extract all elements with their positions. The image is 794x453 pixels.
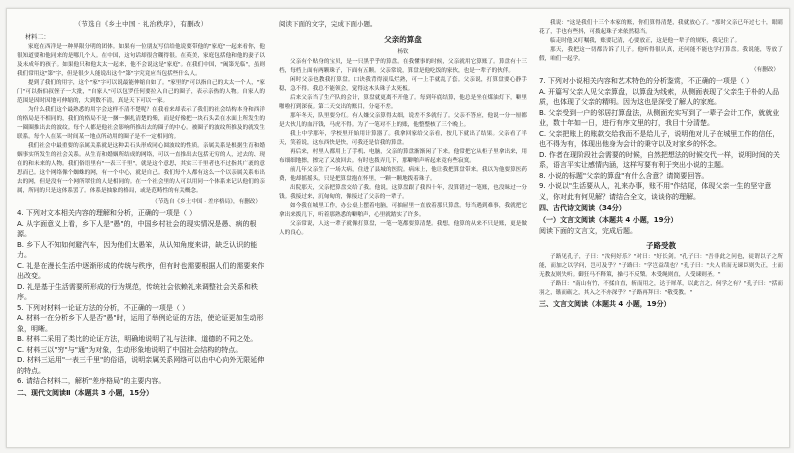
paragraph: 我说："这是我们十三个本家的账，你们算得清楚，我就放心了。"那时父亲已年过七十，眼睛花了，手也有些抖，可拨起珠子来依然稳当。 xyxy=(539,20,783,35)
subsection-heading: （一）文言文阅读（本题共 4 小题，19分） xyxy=(539,215,678,224)
column-middle xyxy=(279,19,527,439)
option: B. 乡下人不知如何避汽车，因为他们太愚笨，从认知角度来讲，缺乏认识的能力。 xyxy=(17,240,258,259)
option: C. 礼是在漫长生活中逐渐形成的传统与秩序，但有时也需要根据人们的需要来作出改变。 xyxy=(17,261,265,280)
option: B. 材料二采用了类比的论证方法，明确地说明了礼与法律、道德的不同之处。 xyxy=(17,335,258,343)
paragraph: 如今我在城里工作，办公桌上摆着电脑，可抽屉里一直放着那只算盘。每当遇到难事，我就把它拿出来拨几下，听着那熟悉的噼啪声，心里就踏实了许多。 xyxy=(279,203,527,218)
option: C. 父亲把账上的账款交给我而不是给儿子，说明他对儿子在城里工作的信任，也不得为有，体现出他身为会计的秉守以及对家乡的怀念。 xyxy=(539,129,780,148)
source-note: （节选自《乡土中国 · 差序格局》，有删改） xyxy=(152,199,261,205)
story-title: 父亲的算盘 xyxy=(384,35,422,44)
material-label: 材料二： xyxy=(25,34,50,41)
option: D. 材料三运用"一表三千里"的俗语，说明亲属关系网络可以由中心向外无限延伸的特点。 xyxy=(17,356,265,375)
paragraph: 后来父亲当了生产队的会计，算盘就更离不开他了。每到年底结算，他总是坐在煤油灯下，噼里啪啦打到深夜。第二天交出的账目，分毫不差。 xyxy=(279,95,527,110)
paragraph: 再后来，村里人都用上了手机、电脑，父亲的算盘渐渐闲了下来。他常把它从柜子里拿出来，用布细细地擦，擦完了又放回去。有时也拨弄几下，那噼啪声听起来竟有些寂寞。 xyxy=(279,149,527,164)
paragraph: 那年冬天，队里要分红。有人嫌父亲算得太细，说差不多就行了。父亲不答应，他说一分一厘都是大伙儿的血汗钱，马虎不得。为了一笔对不上的账，他整整核了三个晚上。 xyxy=(279,113,527,128)
paragraph: 我们社会中最重要的亲属关系就是这种丢石头形成同心圆波纹的性质。亲属关系是根据生育和婚姻事实所发生的社会关系。从生育和婚姻所结成的网络，可以一直推出去包括无穷的人，过去的、现在的和未来的人物。我们俗语里有"一表三千里"，就是这个意思，其实三千里者也不过指其广袤的意思而已。这个网络像个蜘蛛的网，有一个中心，就是自己。我们每个人都有这么一个以亲属关系布出去的网，但是没有一个网所罩住的人是相同的。在一个社会里的人可以用同一个体系来记认他们的亲属，所同的只是这体系罢了。体系是抽象的格局，或是范畴性的有关概念。 xyxy=(17,143,265,194)
option: A. 材料一在分析乡下人是否"愚"时，运用了举例论证的方法，使论证更加生动形象，明晰。 xyxy=(17,314,264,333)
option: D. 作者在现阶段社会需要的时候，自然把想法的时候交代一样，说明时间的关系，语言平实让感情内涵，这样写要有利于突出小说的主题。 xyxy=(539,150,780,169)
option: B. 父亲受到一户的邻居打算盘法，从侧面充实写到了一辈子会计工作，就就业业，数十年如一日，进行有序文里的打，我目十分清楚。 xyxy=(539,108,780,127)
section-heading: 二、现代文阅读Ⅱ（本题共 3 小题，15分） xyxy=(17,388,154,397)
reading-instruction: 阅读下面的文言文，完成后题。 xyxy=(539,227,637,235)
paragraph: 闲时父亲也教我打算盘。口诀我背得滚瓜烂熟，可一上手就乱了套。父亲说，打算盘要心静手稳，急不得。我总不能领会，觉得这木头珠子太死板。 xyxy=(279,77,527,92)
column-left xyxy=(17,19,265,439)
section-heading: 四、古代诗文阅读（34分） xyxy=(539,204,626,212)
question-stem: 7. 下列对小说相关内容和艺术特色的分析鉴赏，不正确的一项是（ ） xyxy=(539,77,754,85)
paragraph: 前几年父亲生了一场大病，住进了县城的医院。病床上，他让我把算盘带来。我以为他要算医药费，他却摇摇头，只是把算盘抱在怀里，一颗一颗地拨着珠子。 xyxy=(279,167,527,182)
question-stem: 9. 小说以"生活要从人，礼来办事，账不用"作结尾，体现父亲一生的坚守意义，你对此有何见解？请结合全文，谈谈你的理解。 xyxy=(539,182,772,201)
paragraph: 出院那天，父亲把算盘交给了我。他说，这算盘跟了我四十年，没算错过一笔账，也没昧过一分钱。我接过来，沉甸甸的，像接过了父亲的一辈子。 xyxy=(279,185,527,200)
story-author: 杨钦 xyxy=(397,49,409,55)
option: A. 从字面意义上看，乡下人是"愚"的，中国乡村社会的现实情况是愚、病的根源。 xyxy=(17,219,257,238)
paragraph: 父亲常说，人这一辈子就像打算盘，一笔一笔都要算清楚。我想，他算的从来不只是账，更是做人的良心。 xyxy=(279,221,527,236)
option: C. 材料三以"穷"与"通"为对象，生动形象地说明了中国社会结构的特点。 xyxy=(17,345,243,354)
reading-instruction: 阅读下面的文字，完成下面小题。 xyxy=(279,20,377,28)
question-stem: 6. 请结合材料二，解析"差序格局"的主要内容。 xyxy=(17,377,166,385)
paragraph: 提到了我们的用字，这个"家"字可以说最能伸缩自如了。"家里的"可以指自己的太太一个人，"家门"可以指伯叔侄子一大批，"自家人"可以包罗任何要拉入自己的圈子，表示亲热的人物。自家人的范围是因时因地可伸缩的，大到数不清，真是天下可以一家。 xyxy=(17,80,265,104)
question-stem: 8. 小说的标题"父亲的算盘"有什么含意？请简要回答。 xyxy=(539,171,709,180)
section-heading: 三、文言文阅读（本题共 4 小题，19分） xyxy=(539,299,671,308)
paragraph: 那天，我把这一切都告诉了儿子。他听得很认真，还问能不能也学打算盘。我说能，等放了假，咱们一起学。 xyxy=(539,47,783,62)
passage-paragraph: 子路见孔子，子曰："汝何好乐？"对曰："好长剑。"孔子曰："吾非此之问也，徒谓以子之所能，而加之以学问，岂可及乎？"子路曰："学岂益哉也？"孔子曰："夫人君而无谏臣则失正，士而无教友则失听。御狂马不释策，操弓不反檠。木受绳则直，人受谏则圣。" xyxy=(539,253,783,278)
source-note: （有删改） xyxy=(751,67,779,73)
option: A. 开篇写父亲人见父亲算盘，以算盘为线索，从侧面表现了父亲生于朴的人品质，也体现了父亲的精明。因为这也是深受了解人的家庭。 xyxy=(539,87,780,106)
exam-sheet xyxy=(6,8,790,448)
paragraph: 我上中学那年，学校里开始用计算器了。我拿回家给父亲看，按几下就出了结果。父亲看了半天，笑着说，这东西快是快，可我还是信我的算盘。 xyxy=(279,131,527,146)
paragraph: 家庭在西洋是一种界限分明的团体。如果有一位朋友写信给他说要带他的"家庭"一起来看你，他很知道要和他同来的是哪几个人。在中国，这句话却很含糊得很。在英美，家庭包括他和他的妻子以及未成年的孩子。如果他只和他太太一起来，他不会说这是"家庭"。在我们中国，"阖第光临"，虽则我们常用这"第"字，但是很少人能说出这个"第"字究竟应当包括些什么人。 xyxy=(17,44,265,77)
option: D. 礼是基于生活需要所形成的行为规范，传统社会依赖礼来调整社会关系和秩序。 xyxy=(17,282,258,301)
passage-paragraph: 子路曰："南山有竹，不揉自直，斩而用之，达于犀革，以此言之，何学之有？"孔子曰："括而羽之，镞而砺之，其入之不亦深乎？"子路再拜曰："敬受教。" xyxy=(539,280,783,296)
passage-title: 子路受教 xyxy=(646,240,676,250)
question-stem: 5. 下列对材料一论证方法的分析，不正确的一项是（ ） xyxy=(17,303,190,312)
paragraph: 为什么我们这个最熟悉的用字会这样不清不楚呢？在我看来却表示了我们的社会结构本身和西洋的格局是不相同的，我们的格局不是一捆一捆扎清楚的柴，而是好像把一块石头丢在水面上所发生的一圈圈推出去的波纹。每个人都是他社会影响所推出去的圈子的中心。被圈子的波纹所推及的就发生联系。每个人在某一时间某一地点所动用的圈子是不一定相同的。 xyxy=(17,107,265,140)
column-right xyxy=(539,19,783,439)
source-header: （节选自《乡土中国 · 礼治秩序》，有删改） xyxy=(74,20,208,28)
paragraph: 父亲有个贴身的宝贝，是一只黑乎乎的算盘。在我懂事的时候，父亲就用它算账了。算盘有十三档，每档上面有两颗珠子，下面有五颗。父亲常说，算盘是他吃饭的家伙，也是一辈子的伙伴。 xyxy=(279,59,527,74)
question-stem: 4. 下列对文本相关内容的理解和分析，正确的一项是（ ） xyxy=(17,209,197,217)
paragraph: 临走时他又叮嘱我，账要记清，心要放正，这是他一辈子的规矩，我记住了。 xyxy=(550,38,741,44)
